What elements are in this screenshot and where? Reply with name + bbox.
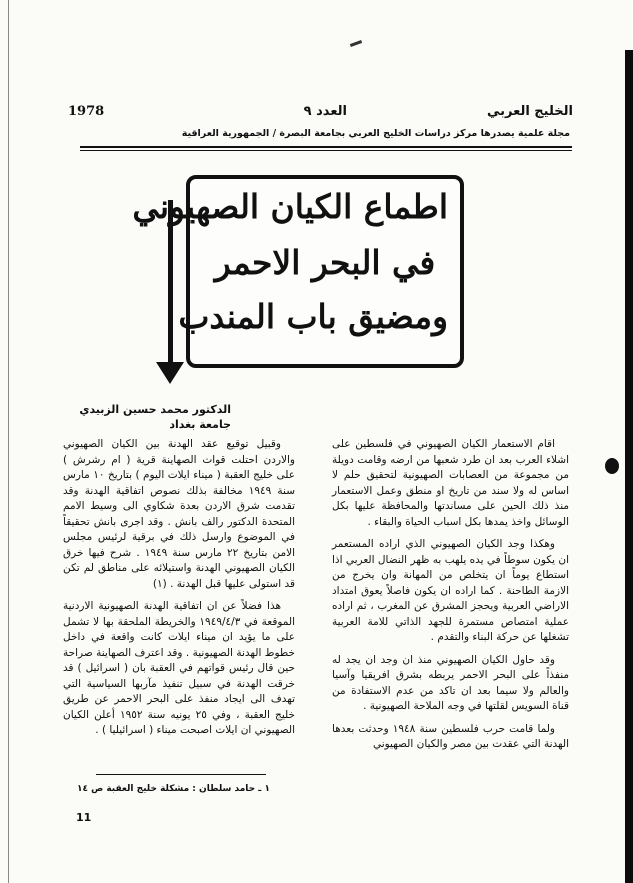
- author-affiliation: جامعة بغداد: [169, 418, 231, 431]
- issue-number: العدد ٩: [303, 104, 347, 119]
- arrow-down-icon: [156, 362, 184, 384]
- article-title-box: [132, 175, 464, 368]
- body-column-left: [63, 437, 295, 746]
- footnote-rule: [96, 774, 266, 775]
- page-number: 11: [76, 811, 92, 824]
- scan-mark: [350, 40, 362, 47]
- running-header: [68, 104, 573, 118]
- title-line-3: ومضيق باب المندب: [178, 297, 448, 336]
- author-name: الدكتور محمد حسين الزبيدي: [79, 403, 231, 416]
- page-edge-right: [625, 50, 633, 883]
- paragraph: اقام الاستعمار الكيان الصهيوني في فلسطين على اشلاء العرب بعد ان طرد شعبها من ارضه وقامت دويلة من مجموعة من العصابات الصهيونية لتحقيق حلم لا اساس له ولا سند من تاريخ او منطق وعمل الاستعمار منذ ذلك الحين على مساندتها والمحافظة عليها بكل الوسائل واخذ يمدها بكل اسباب الحياة والبقاء .: [332, 438, 569, 528]
- paragraph: وقبيل توقيع عقد الهدنة بين الكيان الصهيوني والاردن احتلت قوات الصهاينة قرية ( ام رشرش ) على خليج العقبة ( ميناء ايلات اليوم ) بتاريخ ١٠ مارس سنة ١٩٤٩ مخالفة بذلك نصوص اتفاقية الهدنة وقد تقدمت شرق الاردن بعدة شكاوي الى وسيط الامم المتحدة الدكتور رالف بانش . وقد اجرى بانش تحقيقاً في الموضوع وارسل ذلك في برقية لرئيس مجلس الامن بتاريخ ٢٢ مارس سنة ١٩٤٩ . شرح فيها خرق الكيان الصهيوني الهدنة واستيلائه على مناطق لم تكن قد استولى عليها قبل الهدنة . (١): [63, 438, 296, 590]
- page-edge-left: [8, 0, 9, 883]
- year: 1978: [68, 104, 105, 119]
- author-block: [61, 402, 231, 432]
- journal-subtitle: مجلة علمية يصدرها مركز دراسات الخليج العربي بجامعة البصرة / الجمهورية العراقية: [181, 128, 570, 139]
- paragraph: هذا فضلاً عن ان اتفاقية الهدنة الصهيونية الاردنية الموقعة في ١٩٤٩/٤/٣ والخريطة الملحقة بها لا تشمل على ما يؤيد ان ميناء ايلات كانت واقعة في داخل خطوط الهدنة الصهيونية . وقد اعترف الصهاينة صراحة حين قال رئيس قواتهم في العقبة بان ( اسرائيل ) قد خرقت الهدنة في سبيل تنفيذ مآربها السياسية التي تهدف الى ايجاد منفذ على البحر الاحمر عن طريق خليج العقبة ، وفي ٢٥ يونيه سنة ١٩٥٢ أعلن الكيان الصهيوني ان ايلات اصبحت ميناء ( اسرائيليا ) .: [63, 600, 295, 736]
- body-column-right: [332, 437, 569, 760]
- footnote: ١ ـ حامد سلطان : مشكلة خليج العقبة ص ١٤: [76, 784, 270, 794]
- header-rule-thin: [80, 150, 572, 151]
- title-line-2: في البحر الاحمر: [214, 243, 436, 282]
- paragraph: وقد حاول الكيان الصهيوني منذ ان وجد ان يجد له منفذاً على البحر الاحمر يربطه بشرق افريقيا وآسيا والعالم ولا سيما بعد ان تاكد من عدم الاستفادة من قناة السويس لقلتها في وجه الملاحة الصهيونية .: [332, 653, 569, 712]
- header-rule: [80, 146, 572, 148]
- paragraph: ولما قامت حرب فلسطين سنة ١٩٤٨ وحدثت بعدها الهدنة التي عقدت بين مصر والكيان الصهيوني: [332, 722, 569, 750]
- title-line-1: اطماع الكيان الصهيوني: [132, 187, 448, 226]
- ink-blot: [605, 458, 619, 474]
- journal-name: الخليج العربي: [486, 104, 573, 119]
- paragraph: وهكذا وجد الكيان الصهيوني الذي اراده المستعمر ان يكون سوطاً في يده يلهب به ظهر النضال العربي اذا استطاع يوماً ان يتخلص من المهانة وان يخرج من الازمة الطاحنة . كما اراده ان يكون فاصلاً يعوق امتداد الاراضي العربية ويحجز المشرق عن المغرب ، ثم اراده عملية امتصاص مستمرة للجهد الذاتي للامة العربية تشغلها عن حركة البناء والتقدم .: [332, 538, 569, 643]
